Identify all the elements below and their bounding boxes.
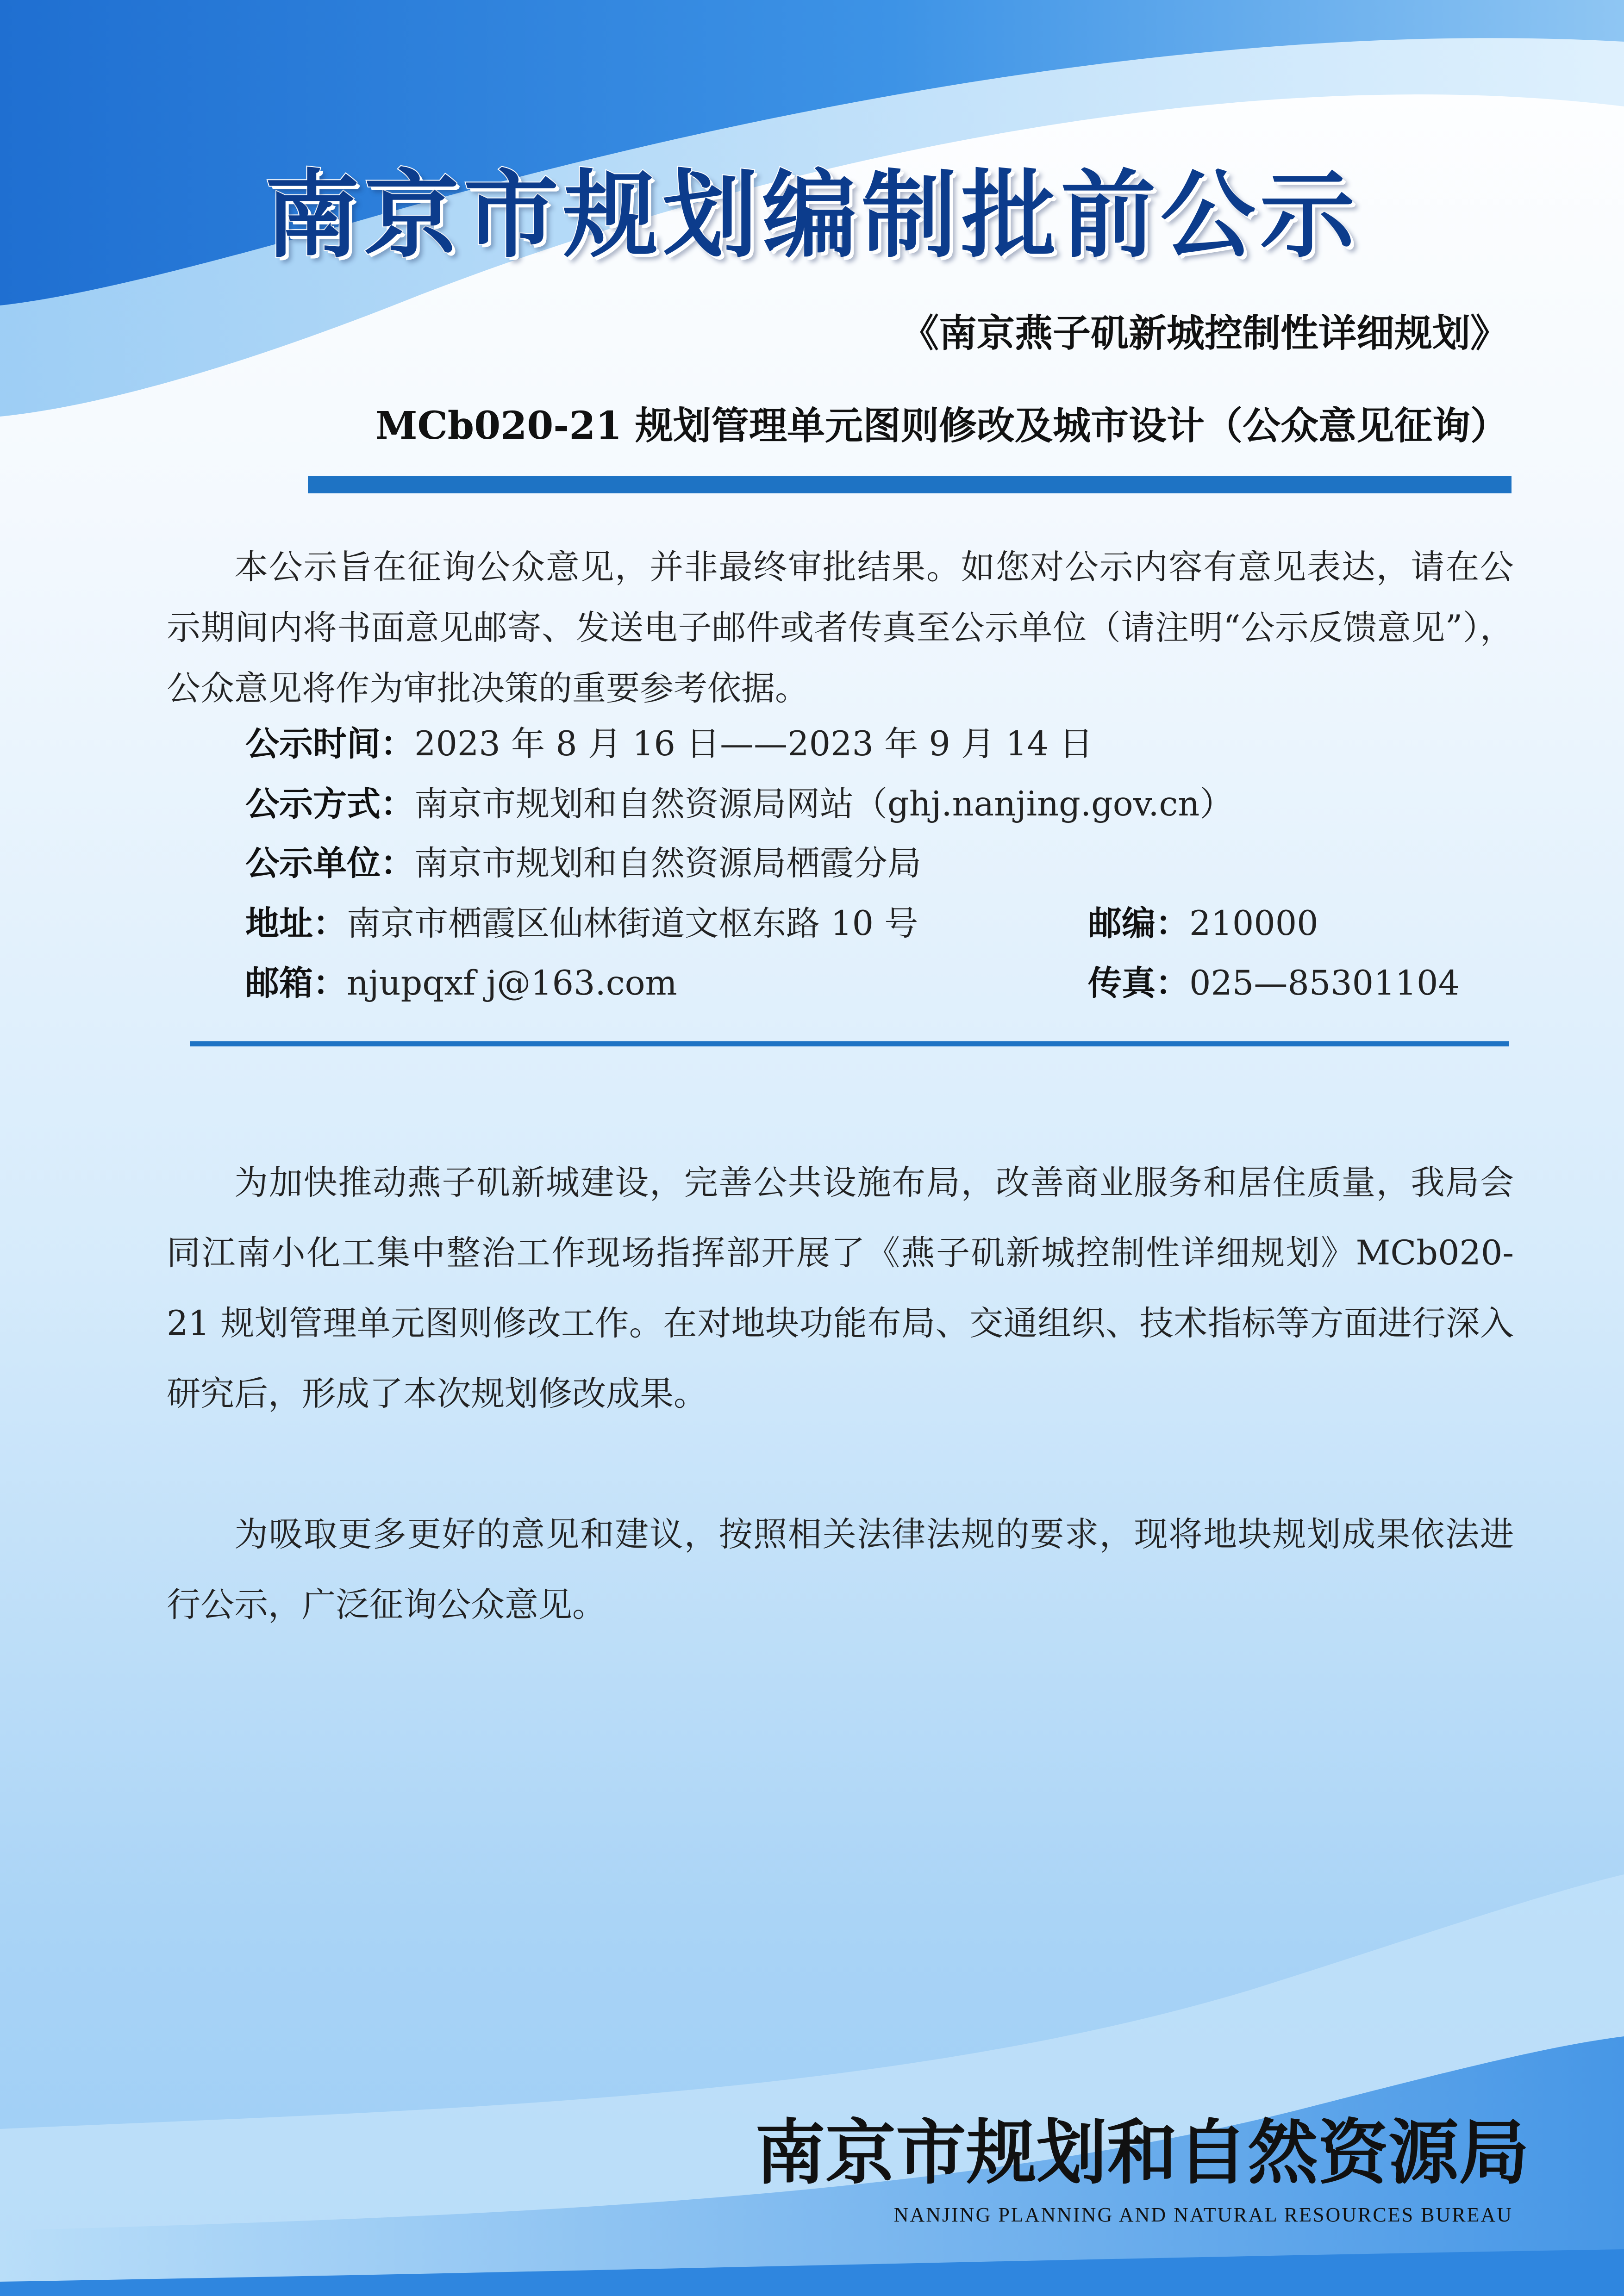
info-divider	[190, 1041, 1509, 1046]
unit-value: 南京市规划和自然资源局栖霞分局	[414, 844, 921, 883]
email-value[interactable]: njupqxf j@163.com	[347, 964, 677, 1003]
footer-org-name-english: NANJING PLANNING AND NATURAL RESOURCES BUREAU	[893, 2203, 1513, 2226]
header-divider	[308, 476, 1512, 493]
plan-name-subtitle: 《南京燕子矶新城控制性详细规划》	[900, 311, 1508, 355]
method-value[interactable]: 南京市规划和自然资源局网站（ghj.nanjing.gov.cn）	[414, 784, 1234, 824]
info-address	[245, 896, 918, 945]
body-paragraph-1: 为加快推动燕子矶新城建设，完善公共设施布局，改善商业服务和居住质量，我局会同江南小化工集中整治工作现场指挥部开展了《燕子矶新城控制性详细规划》MCb020-21 规划管理单元图则修改工作。在对地块功能布局、交通组织、技术指标等方面进行深入研究后，形成了本次规划修改成果。	[167, 1163, 1514, 1413]
address-value: 南京市栖霞区仙林街道文枢东路 10 号	[347, 904, 918, 943]
plan-unit-subtitle: MCb020-21 规划管理单元图则修改及城市设计（公众意见征询）	[375, 404, 1508, 448]
info-period	[245, 716, 1093, 765]
email-label: 邮箱：	[245, 963, 347, 1003]
body-paragraph-2: 为吸取更多更好的意见和建议，按照相关法律法规的要求，现将地块规划成果依法进行公示，广泛征询公众意见。	[167, 1515, 1514, 1624]
info-email	[245, 956, 677, 1004]
info-method	[245, 777, 1233, 825]
info-postcode	[1088, 896, 1318, 945]
period-value: 2023 年 8 月 16 日——2023 年 9 月 14 日	[414, 724, 1093, 764]
page-title: 南京市规划编制批前公示	[264, 161, 1360, 271]
notice-paragraph: 本公示旨在征询公众意见，并非最终审批结果。如您对公示内容有意见表达，请在公示期间内将书面意见邮寄、发送电子邮件或者传真至公示单位（请注明“公示反馈意见”），公众意见将作为审批决策的重要参考依据。	[167, 548, 1514, 708]
postcode-value: 210000	[1189, 904, 1318, 943]
info-fax	[1088, 956, 1460, 1004]
method-label: 公示方式：	[245, 784, 414, 824]
fax-value: 025—85301104	[1189, 964, 1460, 1003]
unit-label: 公示单位：	[245, 843, 414, 883]
address-label: 地址：	[245, 903, 347, 943]
fax-label: 传真：	[1088, 963, 1189, 1003]
postcode-label: 邮编：	[1088, 903, 1189, 943]
footer-org-name: 南京市规划和自然资源局	[755, 2111, 1529, 2194]
period-label: 公示时间：	[245, 724, 414, 764]
info-unit	[245, 836, 921, 884]
